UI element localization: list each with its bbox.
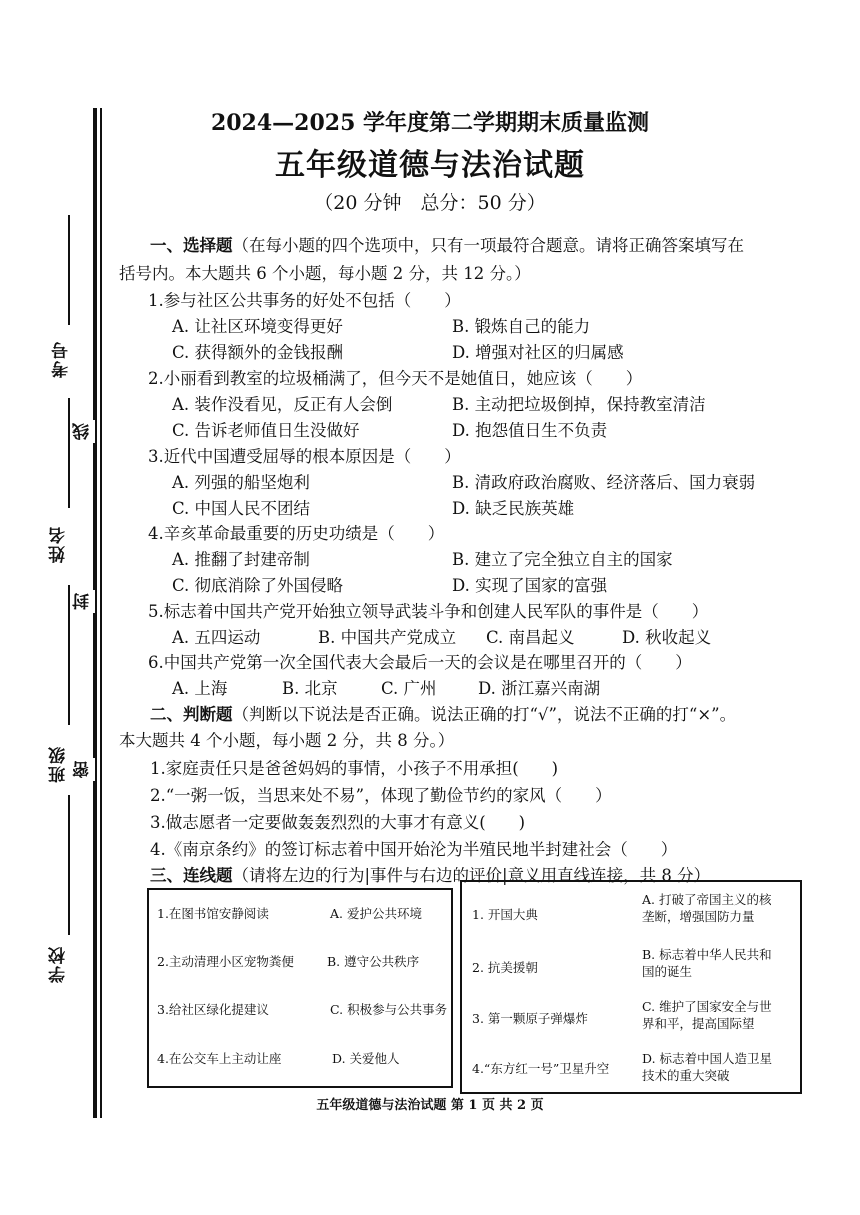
q6-stem: 6.中国共产党第一次全国代表大会最后一天的会议是在哪里召开的（ ） [148,653,692,672]
seal-word-line: 线 [70,420,95,443]
right-box-option-a: A. 打破了帝国主义的核垄断，增强国防力量 [642,892,772,924]
right-box-option-c: C. 维护了国家安全与世界和平，提高国际望 [642,999,772,1031]
exam-time-score: （20 分钟 总分：50 分） [314,192,546,214]
section3-instruction-text: （请将左边的行为|事件与右边的评价|意义用直线连接，共 8 分） [232,866,711,885]
section1-heading: 一、选择题 [150,236,233,255]
q5-option-c: C. 南昌起义 [486,628,575,647]
q5-option-d: D. 秋收起义 [622,628,712,647]
q3-option-d: D. 缺乏民族英雄 [452,499,575,518]
q4-option-d: D. 实现了国家的富强 [452,576,608,595]
school-blank-line [68,795,70,935]
margin-label-class: 班级 [49,745,69,783]
binding-margin-thick-line [93,108,97,1118]
q1-option-c: C. 获得额外的金钱报酬 [172,343,344,362]
section1-instruction-text: （在每小题的四个选项中，只有一项最符合题意。请将正确答案填写在 [232,236,744,255]
left-box-option-a: A. 爱护公共环境 [330,906,422,921]
q6-option-a: A. 上海 [172,679,228,698]
right-box-item-3: 3. 第一颗原子弹爆炸 [472,1011,588,1026]
margin-label-school: 学校 [49,945,69,983]
judgement-item-1: 1.家庭责任只是爸爸妈妈的事情，小孩子不用承担( ) [150,759,559,778]
q1-option-d: D. 增强对社区的归属感 [452,343,624,362]
seal-word-secret: 密 [70,758,95,781]
exam-period-title: 2024—2025 学年度第二学期期末质量监测 [210,110,650,136]
judgement-item-2: 2.“一粥一饭，当思来处不易”，体现了勤俭节约的家风（ ） [150,786,612,805]
matching-box-right [460,880,802,1094]
q5-stem: 5.标志着中国共产党开始独立领导武装斗争和创建人民军队的事件是（ ） [148,602,709,621]
q3-option-a: A. 列强的船坚炮利 [172,473,310,492]
left-box-item-4: 4.在公交车上主动让座 [157,1051,282,1066]
q5-option-b: B. 中国共产党成立 [318,628,457,647]
q6-option-d: D. 浙江嘉兴南湖 [478,679,601,698]
q4-option-a: A. 推翻了封建帝制 [172,550,310,569]
margin-label-name: 姓名 [49,525,69,563]
q1-stem: 1.参与社区公共事务的好处不包括（ ） [148,291,461,310]
section2-instruction-line1 [150,701,736,725]
judgement-item-3: 3.做志愿者一定要做轰轰烈烈的大事才有意义( ) [150,813,526,832]
q6-option-c: C. 广州 [381,679,437,698]
id-blank-line [68,215,70,325]
left-box-item-2: 2.主动清理小区宠物粪便 [157,954,294,969]
seal-word-seal: 封 [70,590,95,613]
q2-option-b: B. 主动把垃圾倒掉，保持教室清洁 [452,395,706,414]
margin-label-exam-number: 考号 [52,340,72,378]
binding-margin-thin-line [100,108,102,1118]
left-box-item-3: 3.给社区绿化提建议 [157,1002,269,1017]
q2-stem: 2.小丽看到教室的垃圾桶满了，但今天不是她值日，她应该（ ） [148,369,643,388]
q3-option-c: C. 中国人民不团结 [172,499,311,518]
section2-instruction-text: （判断以下说法是否正确。说法正确的打“√”，说法不正确的打“×”。 [232,705,737,724]
matching-box-left [147,888,453,1088]
left-box-option-b: B. 遵守公共秩序 [327,954,420,969]
q4-stem: 4.辛亥革命最重要的历史功绩是（ ） [148,524,445,543]
right-box-item-4: 4.“东方红一号”卫星升空 [472,1061,610,1076]
section3-heading: 三、连线题 [150,866,233,885]
section2-instruction-line2: 本大题共 4 个小题，每小题 2 分，共 8 分。） [119,731,455,750]
q4-option-b: B. 建立了完全独立自主的国家 [452,550,673,569]
right-box-item-2: 2. 抗美援朝 [472,960,538,975]
q1-option-b: B. 锻炼自己的能力 [452,317,591,336]
judgement-item-4: 4.《南京条约》的签订标志着中国开始沦为半殖民地半封建社会（ ） [150,840,678,859]
left-box-option-c: C. 积极参与公共事务 [330,1002,448,1017]
q4-option-c: C. 彻底消除了外国侵略 [172,576,344,595]
section2-heading: 二、判断题 [150,705,233,724]
right-box-option-d: D. 标志着中国人造卫星技术的重大突破 [642,1051,773,1083]
q1-option-a: A. 让社区环境变得更好 [172,317,343,336]
right-box-option-b: B. 标志着中华人民共和国的诞生 [642,947,772,979]
q3-stem: 3.近代中国遭受屈辱的根本原因是（ ） [148,447,461,466]
right-box-item-1: 1. 开国大典 [472,907,538,922]
q2-option-d: D. 抱怨值日生不负责 [452,421,608,440]
section1-instruction-line2: 括号内。本大题共 6 个小题，每小题 2 分，共 12 分。） [119,264,531,283]
q2-option-a: A. 装作没看见，反正有人会倒 [172,395,393,414]
q2-option-c: C. 告诉老师值日生没做好 [172,421,360,440]
left-box-item-1: 1.在图书馆安静阅读 [157,906,269,921]
q6-option-b: B. 北京 [282,679,338,698]
section1-instruction-line1 [150,232,744,256]
q5-option-a: A. 五四运动 [172,628,261,647]
name-blank-line [68,398,70,508]
page-footer: 五年级道德与法治试题 第 1 页 共 2 页 [316,1098,544,1113]
q3-option-b: B. 清政府政治腐败、经济落后、国力衰弱 [452,473,756,492]
exam-subject-title: 五年级道德与法治试题 [275,148,585,183]
left-box-option-d: D. 关爱他人 [332,1051,400,1066]
